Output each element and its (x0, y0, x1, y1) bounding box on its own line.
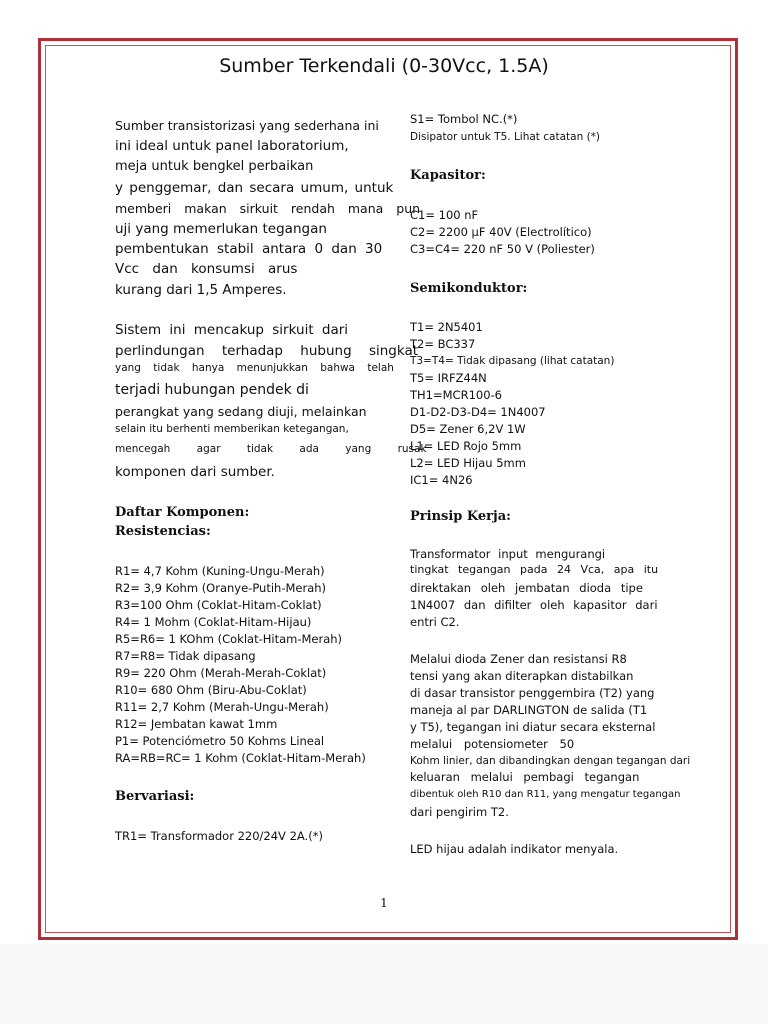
capacitor-item: C3=C4= 220 nF 50 V (Poliester) (410, 242, 595, 256)
semiconductor-item: T3=T4= Tidak dipasang (lihat catatan) (410, 355, 615, 367)
semiconductor-item: T5= IRFZ44N (410, 371, 487, 385)
principle-line: Transformator input mengurangi (410, 547, 606, 561)
protection-line: komponen dari sumber. (115, 464, 275, 480)
principle-line: maneja al par DARLINGTON de salida (T1 (410, 703, 648, 717)
semiconductor-item: L1= LED Rojo 5mm (410, 439, 522, 453)
resistor-item: R4= 1 Mohm (Coklat-Hitam-Hijau) (115, 615, 312, 629)
page-number: 1 (380, 896, 388, 910)
resistor-item: R7=R8= Tidak dipasang (115, 649, 256, 663)
intro-line: kurang dari 1,5 Amperes. (115, 282, 287, 298)
protection-line: terjadi hubungan pendek di (115, 382, 309, 398)
heatsink-item: Disipator untuk T5. Lihat catatan (*) (410, 131, 601, 143)
resistor-item: R2= 3,9 Kohm (Oranye-Putih-Merah) (115, 581, 327, 595)
principle-line: y T5), tegangan ini diatur secara eksternal (410, 720, 656, 734)
page-bottom-shade (0, 944, 768, 1024)
intro-line: Sumber transistorizasi yang sederhana ini (115, 118, 379, 133)
principle-line: Melalui dioda Zener dan resistansi R8 (410, 652, 627, 666)
intro-line: meja untuk bengkel perbaikan (115, 159, 314, 174)
protection-line: yang tidak hanya menunjukkan bahwa telah (115, 362, 394, 374)
protection-line: mencegah agar tidak ada yang rusak (115, 443, 427, 455)
principle-line: tingkat tegangan pada 24 Vca, apa itu (410, 563, 659, 576)
principle-line: LED hijau adalah indikator menyala. (410, 842, 619, 856)
resistor-item: R12= Jembatan kawat 1mm (115, 717, 278, 731)
capacitors-heading: Kapasitor: (410, 168, 486, 183)
intro-line: ini ideal untuk panel laboratorium, (115, 138, 349, 154)
principle-line: melalui potensiometer 50 (410, 737, 575, 751)
principle-line: tensi yang akan diterapkan distabilkan (410, 669, 634, 683)
resistor-item: P1= Potenciómetro 50 Kohms Lineal (115, 734, 325, 748)
components-heading: Daftar Komponen: (115, 505, 250, 520)
semiconductors-heading: Semikonduktor: (410, 281, 528, 296)
resistor-item: R1= 4,7 Kohm (Kuning-Ungu-Merah) (115, 564, 325, 578)
semiconductor-item: D5= Zener 6,2V 1W (410, 422, 526, 436)
resistor-item: R11= 2,7 Kohm (Merah-Ungu-Merah) (115, 700, 329, 714)
principle-line: dibentuk oleh R10 dan R11, yang mengatur tegangan (410, 789, 681, 800)
principle-line: dari pengirim T2. (410, 805, 509, 819)
various-heading: Bervariasi: (115, 789, 195, 804)
protection-line: selain itu berhenti memberikan ketegangan, (115, 423, 349, 435)
semiconductor-item: T2= BC337 (410, 337, 476, 351)
principle-heading: Prinsip Kerja: (410, 509, 511, 524)
intro-line: pembentukan stabil antara 0 dan 30 (115, 241, 383, 257)
semiconductor-item: D1-D2-D3-D4= 1N4007 (410, 405, 546, 419)
intro-line: uji yang memerlukan tegangan (115, 221, 327, 237)
resistor-item: R5=R6= 1 KOhm (Coklat-Hitam-Merah) (115, 632, 343, 646)
semiconductor-item: T1= 2N5401 (410, 320, 483, 334)
principle-line: di dasar transistor penggembira (T2) yang (410, 686, 655, 700)
intro-line: y penggemar, dan secara umum, untuk (115, 180, 394, 196)
capacitor-item: C1= 100 nF (410, 208, 479, 222)
resistor-item: RA=RB=RC= 1 Kohm (Coklat-Hitam-Merah) (115, 751, 366, 765)
semiconductor-item: IC1= 4N26 (410, 473, 473, 487)
principle-line: keluaran melalui pembagi tegangan (410, 770, 640, 784)
switch-item: S1= Tombol NC.(*) (410, 112, 518, 126)
capacitor-item: C2= 2200 µF 40V (Electrolítico) (410, 225, 592, 239)
document-title: Sumber Terkendali (0-30Vcc, 1.5A) (219, 55, 549, 77)
principle-line: direktakan oleh jembatan dioda tipe (410, 581, 643, 595)
principle-line: entri C2. (410, 615, 460, 629)
intro-line: memberi makan sirkuit rendah mana pun (115, 201, 421, 216)
protection-line: perlindungan terhadap hubung singkat (115, 343, 419, 359)
resistors-heading: Resistencias: (115, 524, 211, 539)
transformer-item: TR1= Transformador 220/24V 2A.(*) (115, 829, 323, 843)
principle-line: 1N4007 dan difilter oleh kapasitor dari (410, 598, 658, 612)
resistor-item: R9= 220 Ohm (Merah-Merah-Coklat) (115, 666, 327, 680)
resistor-item: R3=100 Ohm (Coklat-Hitam-Coklat) (115, 598, 322, 612)
principle-line: Kohm linier, dan dibandingkan dengan tegangan dari (410, 755, 691, 767)
semiconductor-item: TH1=MCR100-6 (410, 388, 502, 402)
protection-line: perangkat yang sedang diuji, melainkan (115, 404, 367, 419)
intro-line: Vcc dan konsumsi arus (115, 261, 298, 277)
resistor-item: R10= 680 Ohm (Biru-Abu-Coklat) (115, 683, 307, 697)
protection-line: Sistem ini mencakup sirkuit dari (115, 322, 349, 338)
semiconductor-item: L2= LED Hijau 5mm (410, 456, 526, 470)
